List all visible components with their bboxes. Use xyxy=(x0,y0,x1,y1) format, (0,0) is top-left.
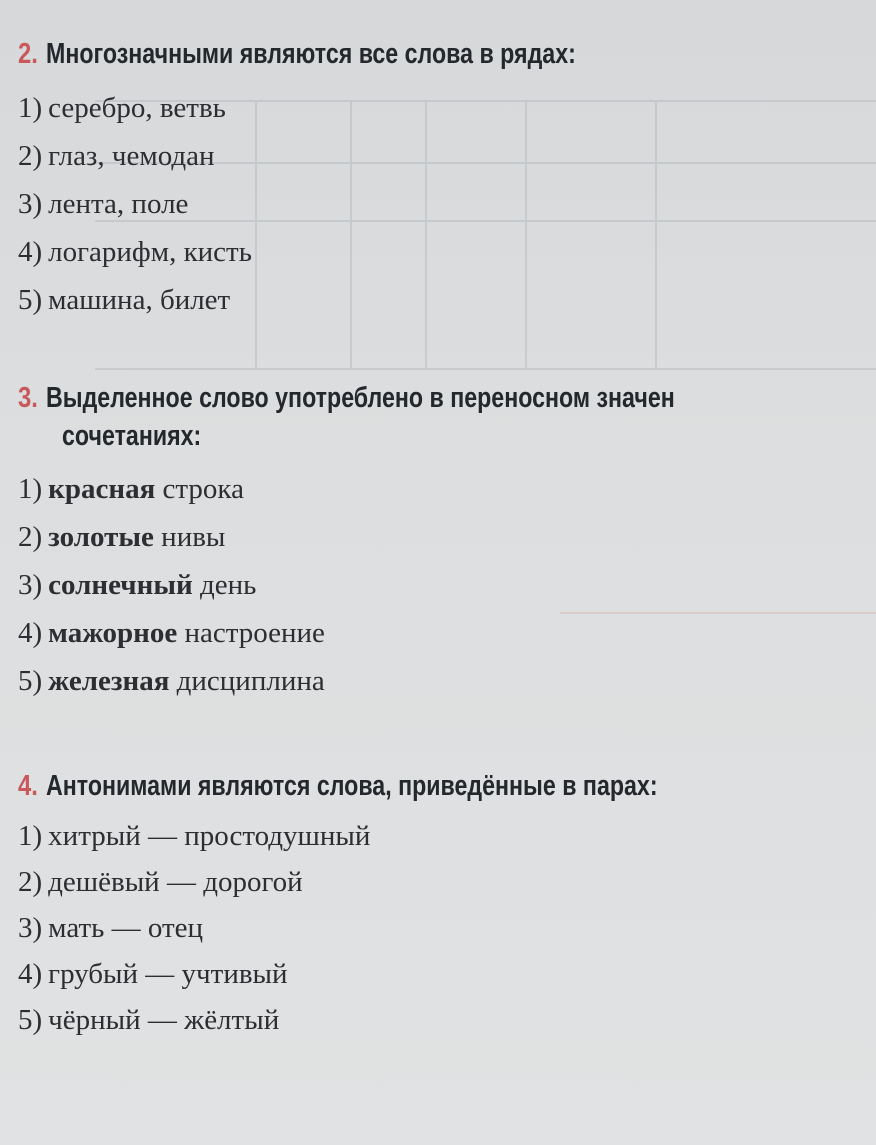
task-header xyxy=(18,35,708,73)
option-number: 3) xyxy=(18,188,43,220)
option-number: 1) xyxy=(18,92,43,124)
answer-option-4 xyxy=(18,609,832,657)
answer-option-5 xyxy=(18,997,810,1043)
task-title: Антонимами являются слова, приведённые в парах: xyxy=(46,770,658,802)
task-number: 4. xyxy=(18,770,38,802)
option-text: серебро, ветвь xyxy=(48,92,226,124)
answer-options xyxy=(18,84,708,324)
task-header xyxy=(18,379,832,417)
answer-options xyxy=(18,465,832,705)
answer-option-3 xyxy=(18,561,832,609)
task-title: Многозначными являются все слова в рядах: xyxy=(46,38,576,70)
option-text: дисциплина xyxy=(176,665,325,697)
option-text: настроение xyxy=(184,617,325,649)
option-number: 4) xyxy=(18,236,43,268)
option-text: логарифм, кисть xyxy=(48,236,252,268)
answer-options xyxy=(18,813,810,1043)
option-number: 4) xyxy=(18,958,43,990)
highlighted-word: железная xyxy=(48,665,170,697)
option-text: день xyxy=(199,569,257,601)
answer-option-5 xyxy=(18,657,832,705)
option-text: мать — отец xyxy=(48,912,204,944)
option-number: 2) xyxy=(18,521,43,553)
option-number: 2) xyxy=(18,866,43,898)
option-text: дешёвый — дорогой xyxy=(48,866,303,898)
option-number: 3) xyxy=(18,569,43,601)
option-number: 1) xyxy=(18,820,43,852)
option-text: машина, билет xyxy=(48,284,231,316)
task-2 xyxy=(18,35,708,324)
option-text: лента, поле xyxy=(48,188,189,220)
option-text: строка xyxy=(162,473,244,505)
option-number: 3) xyxy=(18,912,43,944)
answer-option-1 xyxy=(18,813,810,859)
highlighted-word: мажорное xyxy=(48,617,178,649)
option-text: чёрный — жёлтый xyxy=(48,1004,280,1036)
option-number: 2) xyxy=(18,140,43,172)
task-3 xyxy=(18,379,832,705)
answer-option-4 xyxy=(18,951,810,997)
highlighted-word: солнечный xyxy=(48,569,193,601)
task-header xyxy=(18,767,810,805)
answer-option-3 xyxy=(18,905,810,951)
answer-option-3 xyxy=(18,180,708,228)
option-number: 5) xyxy=(18,284,43,316)
option-number: 5) xyxy=(18,1004,43,1036)
option-number: 4) xyxy=(18,617,43,649)
task-number: 2. xyxy=(18,38,38,70)
answer-option-5 xyxy=(18,276,708,324)
option-number: 1) xyxy=(18,473,43,505)
answer-option-1 xyxy=(18,84,708,132)
option-text: хитрый — простодушный xyxy=(48,820,371,852)
option-number: 5) xyxy=(18,665,43,697)
task-title: Выделенное слово употреблено в переносном значен xyxy=(46,382,675,414)
task-number: 3. xyxy=(18,382,38,414)
answer-option-2 xyxy=(18,859,810,905)
answer-option-2 xyxy=(18,513,832,561)
option-text: грубый — учтивый xyxy=(48,958,288,990)
task-4 xyxy=(18,767,810,1043)
answer-option-2 xyxy=(18,132,708,180)
highlighted-word: красная xyxy=(48,473,156,505)
answer-option-1 xyxy=(18,465,832,513)
task-title-continuation: сочетаниях: xyxy=(62,420,202,452)
highlighted-word: золотые xyxy=(48,521,154,553)
answer-option-4 xyxy=(18,228,708,276)
option-text: нивы xyxy=(161,521,226,553)
option-text: глаз, чемодан xyxy=(48,140,215,172)
